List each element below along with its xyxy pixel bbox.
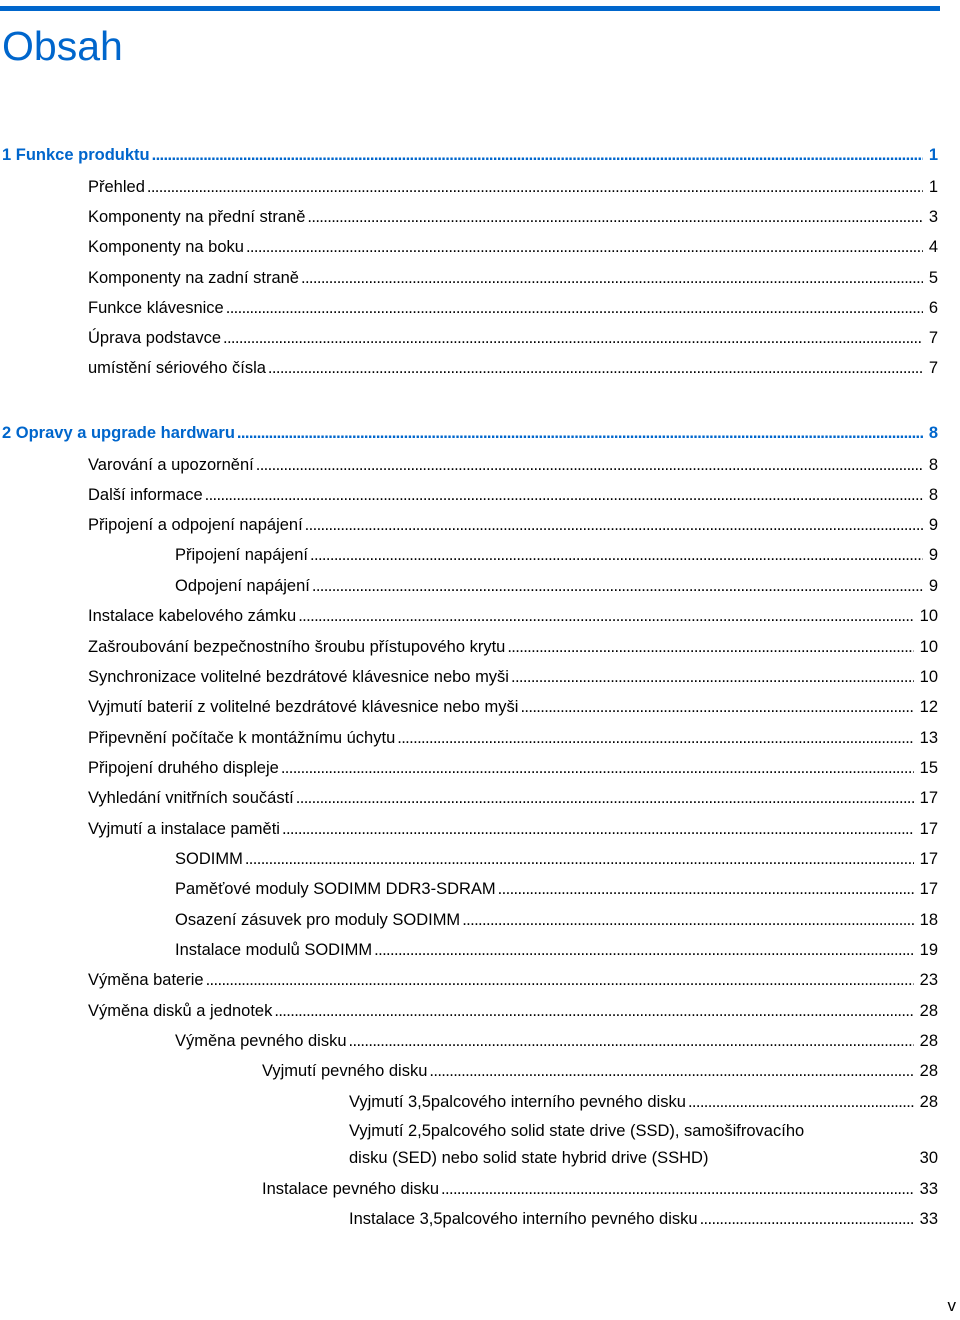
- toc-entry[interactable]: [88, 969, 938, 991]
- toc-entry-label: Přehled: [88, 178, 145, 196]
- toc-page-number: 9: [928, 546, 938, 564]
- toc-chapter-2[interactable]: [2, 422, 938, 444]
- dot-leader: [274, 1000, 913, 1022]
- toc-entry-label: Výměna disků a jednotek: [88, 1002, 273, 1020]
- toc-page-number: 10: [919, 638, 938, 656]
- toc-entry[interactable]: [88, 297, 938, 319]
- toc-page-number: 28: [919, 1032, 938, 1050]
- dot-leader: [256, 454, 923, 476]
- page-title: Obsah: [2, 23, 123, 69]
- dot-leader: [441, 1178, 914, 1200]
- toc-page-number: 4: [928, 238, 938, 256]
- toc-entry-label: Paměťové moduly SODIMM DDR3-SDRAM: [175, 880, 496, 898]
- toc-entry-label: Odpojení napájení: [175, 577, 310, 595]
- toc-page-number: 9: [928, 577, 938, 595]
- dot-leader: [268, 357, 923, 379]
- toc-page-number: 17: [919, 820, 938, 838]
- toc-entry-label: Instalace 3,5palcového interního pevného disku: [349, 1210, 698, 1228]
- toc-page-number: 28: [919, 1093, 938, 1111]
- toc-entry-label: Instalace kabelového zámku: [88, 607, 297, 625]
- toc-page-number: 33: [919, 1180, 938, 1198]
- toc-entry[interactable]: [88, 696, 938, 718]
- dot-leader: [206, 969, 914, 991]
- toc-page-number: 5: [928, 269, 938, 287]
- toc-entry-label: Instalace pevného disku: [262, 1180, 440, 1198]
- dot-leader: [205, 484, 923, 506]
- toc-page-number: 17: [919, 880, 938, 898]
- toc-page-number: 28: [919, 1062, 938, 1080]
- dot-leader: [246, 236, 923, 258]
- toc-entry[interactable]: [88, 267, 938, 289]
- dot-leader: [226, 297, 923, 319]
- toc-entry-line2: [349, 1145, 938, 1172]
- dot-leader: [223, 327, 923, 349]
- toc-page-number: 1: [928, 178, 938, 196]
- toc-entry-label: Připevnění počítače k montážnímu úchytu: [88, 729, 396, 747]
- toc-page-number: 33: [919, 1210, 938, 1228]
- toc-page-number: 8: [928, 424, 938, 442]
- toc-entry-label: umístění sériového čísla: [88, 359, 266, 377]
- toc-entry-label: Připojení napájení: [175, 546, 309, 564]
- toc-entry[interactable]: [175, 878, 938, 900]
- toc-entry-label: Osazení zásuvek pro moduly SODIMM: [175, 911, 461, 929]
- toc-entry[interactable]: [88, 1000, 938, 1022]
- page-folio: v: [947, 1296, 956, 1315]
- toc-entry[interactable]: [175, 848, 938, 870]
- dot-leader: [296, 787, 914, 809]
- toc-page-number: 30: [919, 1149, 938, 1167]
- toc-entry-label: Komponenty na boku: [88, 238, 244, 256]
- toc-entry-label: 2 Opravy a upgrade hardwaru: [2, 424, 235, 442]
- toc-entry[interactable]: [88, 666, 938, 688]
- dot-leader: [282, 818, 914, 840]
- toc-page-number: 28: [919, 1002, 938, 1020]
- toc-entry-label: SODIMM: [175, 850, 243, 868]
- toc-page-number: 23: [919, 971, 938, 989]
- dot-leader: [708, 1148, 913, 1170]
- toc-entry-label: Připojení druhého displeje: [88, 759, 279, 777]
- toc-page-number: 7: [928, 329, 938, 347]
- toc-entry[interactable]: [88, 484, 938, 506]
- toc-entry[interactable]: [175, 575, 938, 597]
- toc-entry-label: Vyjmutí 3,5palcového interního pevného disku: [349, 1093, 686, 1111]
- dot-leader: [301, 267, 923, 289]
- dot-leader: [312, 575, 923, 597]
- dot-leader: [152, 144, 923, 166]
- toc-entry[interactable]: [349, 1208, 938, 1230]
- toc-page-number: 17: [919, 850, 938, 868]
- toc-page-number: 10: [919, 607, 938, 625]
- toc-page-number: 7: [928, 359, 938, 377]
- dot-leader: [374, 939, 913, 961]
- toc-entry[interactable]: [88, 327, 938, 349]
- toc-entry-label: Vyjmutí baterií z volitelné bezdrátové klávesnice nebo myši: [88, 698, 519, 716]
- toc-entry-multiline[interactable]: [349, 1118, 938, 1172]
- dot-leader: [305, 514, 923, 536]
- dot-leader: [429, 1060, 913, 1082]
- toc-entry[interactable]: [88, 514, 938, 536]
- dot-leader: [245, 848, 914, 870]
- dot-leader: [147, 176, 923, 198]
- toc-entry[interactable]: [88, 176, 938, 198]
- toc-entry[interactable]: [88, 818, 938, 840]
- dot-leader: [700, 1208, 914, 1230]
- toc-entry-label: Vyjmutí a instalace paměti: [88, 820, 280, 838]
- toc-entry-label: Výměna pevného disku: [175, 1032, 347, 1050]
- dot-leader: [310, 544, 923, 566]
- dot-leader: [298, 605, 913, 627]
- toc-entry[interactable]: [88, 605, 938, 627]
- toc-entry-label: Synchronizace volitelné bezdrátové klávesnice nebo myši: [88, 668, 509, 686]
- toc-entry[interactable]: [175, 909, 938, 931]
- toc-page-number: 6: [928, 299, 938, 317]
- dot-leader: [498, 878, 914, 900]
- toc-entry[interactable]: [88, 357, 938, 379]
- toc-entry-label: Instalace modulů SODIMM: [175, 941, 373, 959]
- toc-page-number: 3: [928, 208, 938, 226]
- toc-entry[interactable]: [88, 787, 938, 809]
- toc-entry-label: Další informace: [88, 486, 203, 504]
- dot-leader: [349, 1030, 914, 1052]
- toc-entry-label-line2: disku (SED) nebo solid state hybrid drive (SSHD): [349, 1149, 709, 1167]
- toc-entry[interactable]: [175, 939, 938, 961]
- toc-entry-label: Úprava podstavce: [88, 329, 221, 347]
- toc-page-number: 10: [919, 668, 938, 686]
- dot-leader: [511, 666, 914, 688]
- toc-entry[interactable]: [88, 636, 938, 658]
- dot-leader: [507, 636, 913, 658]
- dot-leader: [281, 757, 914, 779]
- dot-leader: [520, 696, 913, 718]
- toc-entry-label: Funkce klávesnice: [88, 299, 224, 317]
- toc-entry-label: 1 Funkce produktu: [2, 146, 150, 164]
- toc-page-number: 12: [919, 698, 938, 716]
- toc-page-number: 1: [928, 146, 938, 164]
- toc-chapter-1[interactable]: [2, 144, 938, 166]
- toc-page-number: 15: [919, 759, 938, 777]
- toc-page-number: 13: [919, 729, 938, 747]
- toc-entry[interactable]: [88, 454, 938, 476]
- toc-entry[interactable]: [349, 1091, 938, 1113]
- toc-entry[interactable]: [262, 1060, 938, 1082]
- toc-page-number: 9: [928, 516, 938, 534]
- toc-entry-label-line1: Vyjmutí 2,5palcového solid state drive (SSD), samošifrovacího: [349, 1122, 805, 1140]
- toc-entry-label: Zašroubování bezpečnostního šroubu přístupového krytu: [88, 638, 506, 656]
- toc-entry-label: Vyhledání vnitřních součástí: [88, 789, 294, 807]
- toc-page-number: 8: [928, 486, 938, 504]
- toc-entry[interactable]: [88, 727, 938, 749]
- toc-entry-label: Komponenty na přední straně: [88, 208, 306, 226]
- dot-leader: [237, 422, 923, 444]
- toc-entry[interactable]: [88, 206, 938, 228]
- toc-page-number: 18: [919, 911, 938, 929]
- toc-entry-label: Připojení a odpojení napájení: [88, 516, 303, 534]
- dot-leader: [307, 206, 922, 228]
- toc-page-number: 8: [928, 456, 938, 474]
- toc-entry[interactable]: [175, 1030, 938, 1052]
- toc-page-number: 17: [919, 789, 938, 807]
- dot-leader: [688, 1091, 914, 1113]
- toc-entry[interactable]: [262, 1178, 938, 1200]
- toc-entry[interactable]: [88, 236, 938, 258]
- dot-leader: [462, 909, 913, 931]
- toc-entry-label: Komponenty na zadní straně: [88, 269, 299, 287]
- toc-entry-label: Výměna baterie: [88, 971, 204, 989]
- toc-entry[interactable]: [88, 757, 938, 779]
- toc-entry[interactable]: [175, 544, 938, 566]
- dot-leader: [397, 727, 913, 749]
- toc-entry-label: Vyjmutí pevného disku: [262, 1062, 428, 1080]
- toc-page-number: 19: [919, 941, 938, 959]
- toc-entry-label: Varování a upozornění: [88, 456, 254, 474]
